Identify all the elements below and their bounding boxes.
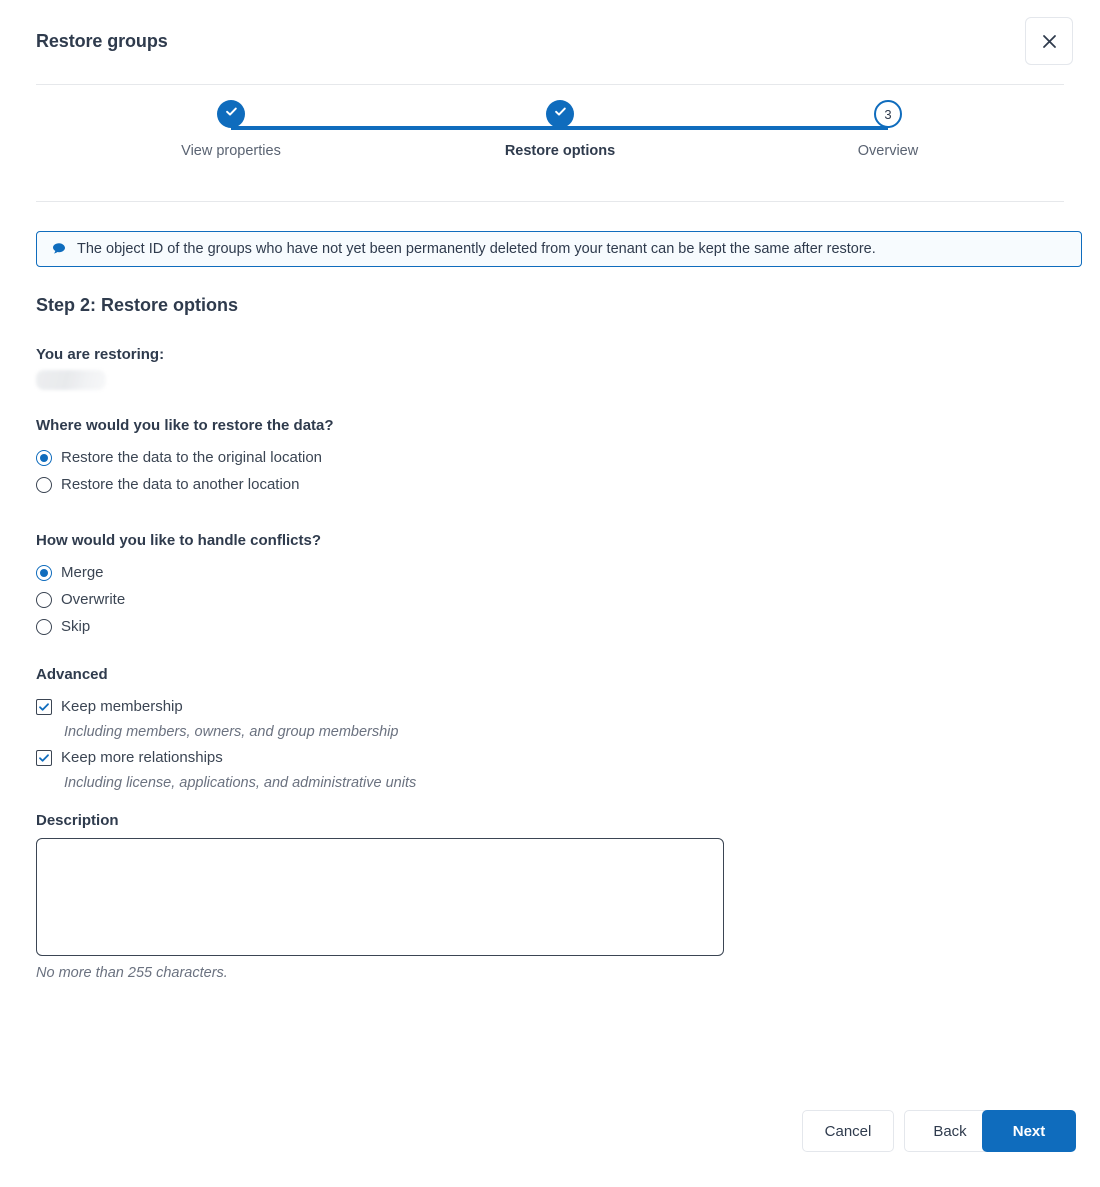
option-label: Restore the data to another location <box>61 476 300 493</box>
advanced-heading: Advanced <box>36 666 108 683</box>
option-label: Keep more relationships <box>61 749 223 766</box>
checkbox-icon-checked[interactable] <box>36 699 52 715</box>
checkbox-icon-checked[interactable] <box>36 750 52 766</box>
radio-icon-unchecked[interactable] <box>36 592 52 608</box>
restoring-value-redacted <box>36 370 106 390</box>
keep-more-relationships-note: Including license, applications, and administrative units <box>64 775 417 791</box>
info-banner <box>36 231 1082 267</box>
stepper-step-label: Restore options <box>504 143 616 159</box>
radio-icon-unchecked[interactable] <box>36 477 52 493</box>
option-label: Restore the data to the original location <box>61 449 322 466</box>
option-label: Skip <box>61 618 91 635</box>
check-icon <box>553 104 568 124</box>
keep-membership-note: Including members, owners, and group membership <box>64 724 399 740</box>
stepper-step-overview[interactable] <box>798 100 978 159</box>
checkbox-keep-membership[interactable] <box>36 693 416 720</box>
check-icon <box>224 104 239 124</box>
description-input[interactable] <box>36 838 724 956</box>
option-label: Overwrite <box>61 591 126 608</box>
stepper-step-label: Overview <box>857 143 919 159</box>
advanced-group <box>36 666 416 795</box>
step-circle-done[interactable] <box>546 100 574 128</box>
section-title: Step 2: Restore options <box>36 295 239 315</box>
option-label: Merge <box>61 564 104 581</box>
stepper-step-restore-options[interactable] <box>470 100 650 159</box>
next-button[interactable]: Next <box>982 1110 1076 1152</box>
step-circle-current[interactable] <box>874 100 902 128</box>
radio-icon-unchecked[interactable] <box>36 619 52 635</box>
info-banner-text: The object ID of the groups who have not yet been permanently deleted from your tenant can be kept the same after restore. <box>77 240 876 257</box>
radio-skip[interactable] <box>36 613 321 640</box>
checkbox-keep-more-relationships[interactable] <box>36 744 416 771</box>
close-button[interactable] <box>1025 17 1073 65</box>
conflict-handling-group <box>36 532 321 640</box>
stepper-divider <box>36 201 1064 202</box>
description-label: Description <box>36 812 119 829</box>
radio-merge[interactable] <box>36 559 321 586</box>
page-title: Restore groups <box>36 31 168 51</box>
radio-restore-another-location[interactable] <box>36 471 334 498</box>
step-circle-done[interactable] <box>217 100 245 128</box>
radio-overwrite[interactable] <box>36 586 321 613</box>
dialog-footer <box>0 1087 1100 1187</box>
back-button[interactable]: Back <box>904 1110 996 1152</box>
radio-restore-original-location[interactable] <box>36 444 334 471</box>
option-label: Keep membership <box>61 698 183 715</box>
stepper-step-label: View properties <box>181 143 281 159</box>
conflict-handling-heading: How would you like to handle conflicts? <box>36 532 322 549</box>
restore-location-heading: Where would you like to restore the data? <box>36 417 334 434</box>
step-number: 3 <box>884 106 892 122</box>
wizard-stepper <box>0 100 1100 190</box>
speech-bubble-icon <box>51 241 67 257</box>
header-divider <box>36 84 1064 85</box>
cancel-button[interactable]: Cancel <box>802 1110 894 1152</box>
restore-location-group <box>36 417 334 498</box>
restoring-label: You are restoring: <box>36 346 165 363</box>
radio-icon-checked[interactable] <box>36 450 52 466</box>
close-icon <box>1042 34 1057 49</box>
dialog-header <box>0 0 1100 84</box>
radio-icon-checked[interactable] <box>36 565 52 581</box>
description-hint: No more than 255 characters. <box>36 965 228 981</box>
stepper-step-view-properties[interactable] <box>141 100 321 159</box>
